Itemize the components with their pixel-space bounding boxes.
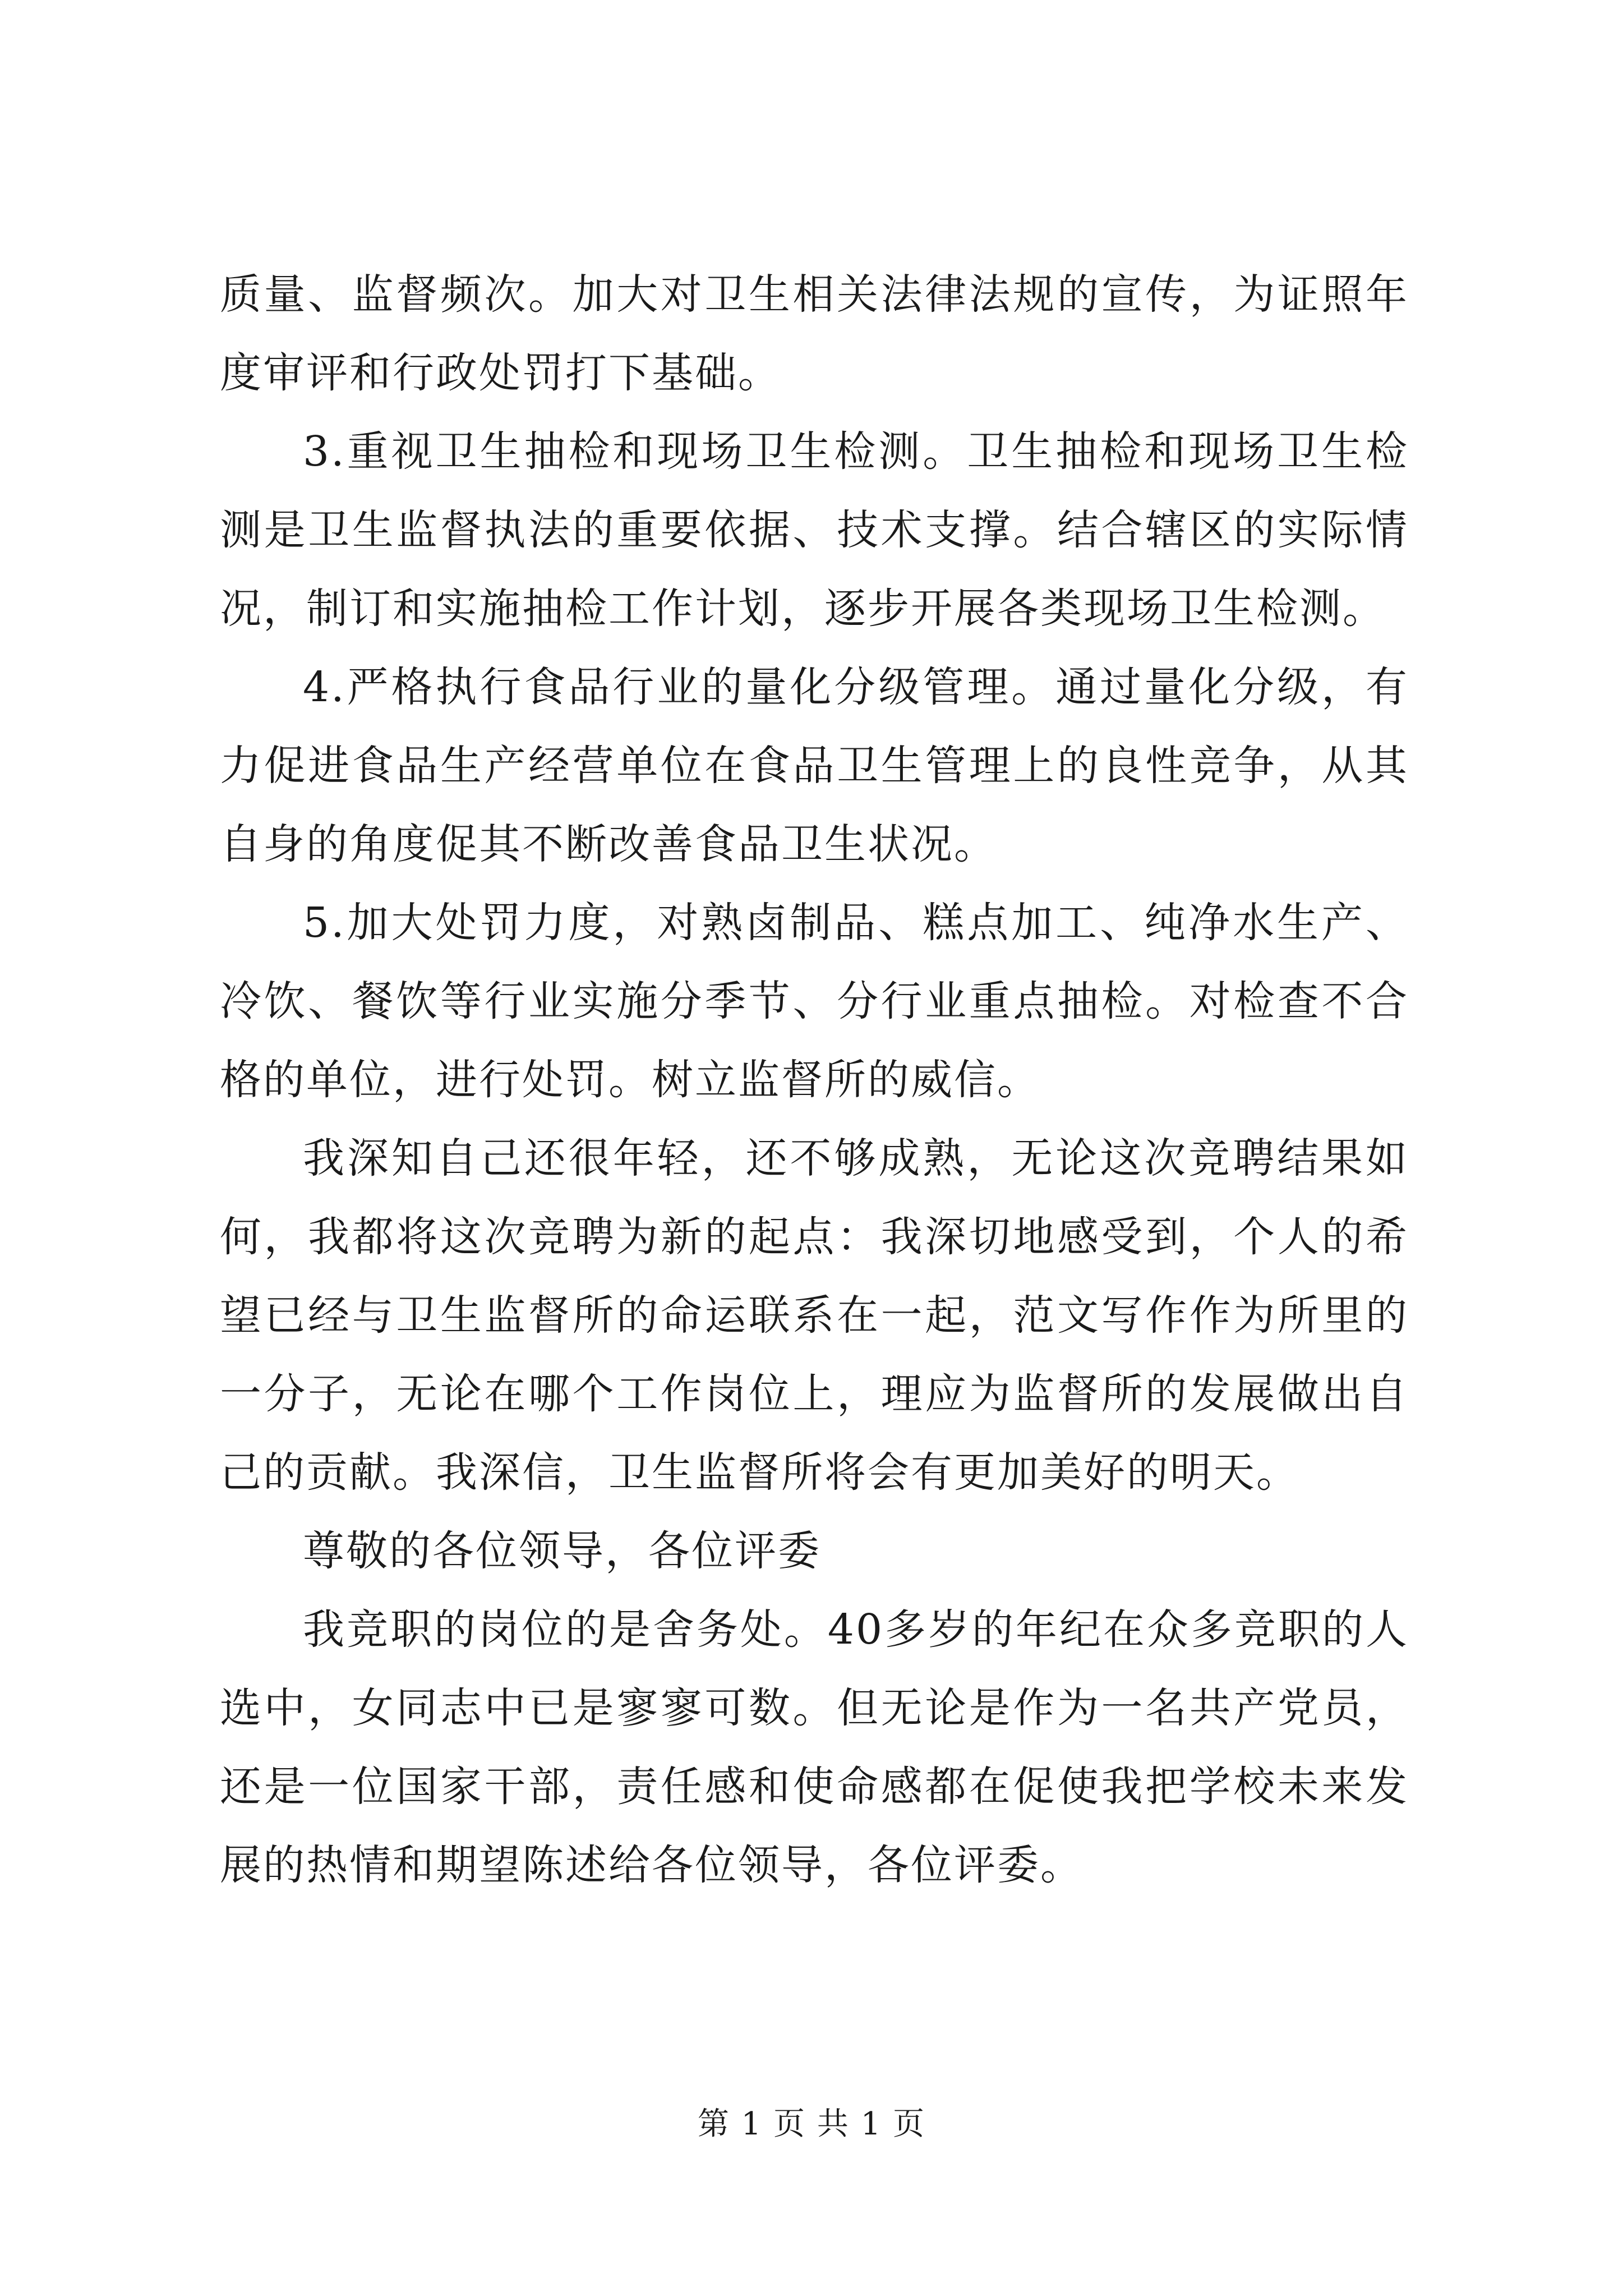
paragraph-5: 我深知自己还很年轻，还不够成熟，无论这次竞聘结果如何，我都将这次竞聘为新的起点：我深切地感受到，个人的希望已经与卫生监督所的命运联系在一起，范文写作作为所里的一分子，无论在哪个工作岗位上，理应为监督所的发展做出自己的贡献。我深信，卫生监督所将会有更加美好的明天。 xyxy=(220,1134,1409,1497)
paragraph-3: 4.严格执行食品行业的量化分级管理。通过量化分级，有力促进食品生产经营单位在食品卫生管理上的良性竞争，从其自身的角度促其不断改善食品卫生状况。 xyxy=(220,663,1409,868)
paragraph-2: 3.重视卫生抽检和现场卫生检测。卫生抽检和现场卫生检测是卫生监督执法的重要依据、技术支撑。结合辖区的实际情况，制订和实施抽检工作计划，逐步开展各类现场卫生检测。 xyxy=(220,427,1409,633)
paragraph-1: 质量、监督频次。加大对卫生相关法律法规的宣传，为证照年度审评和行政处罚打下基础。 xyxy=(220,270,1409,397)
paragraph-6: 尊敬的各位领导，各位评委 xyxy=(303,1527,821,1575)
page-footer: 第 1 页 共 1 页 xyxy=(697,2106,926,2142)
paragraph-4: 5.加大处罚力度，对熟卤制品、糕点加工、纯净水生产、冷饮、餐饮等行业实施分季节、分行业重点抽检。对检查不合格的单位，进行处罚。树立监督所的威信。 xyxy=(220,899,1409,1104)
paragraph-7: 我竞职的岗位的是舍务处。40多岁的年纪在众多竞职的人选中，女同志中已是寥寥可数。但无论是作为一名共产党员，还是一位国家干部，责任感和使命感都在促使我把学校未来发展的热情和期望陈述给各位领导，各位评委。 xyxy=(220,1605,1409,1889)
document-body xyxy=(220,255,1409,1904)
